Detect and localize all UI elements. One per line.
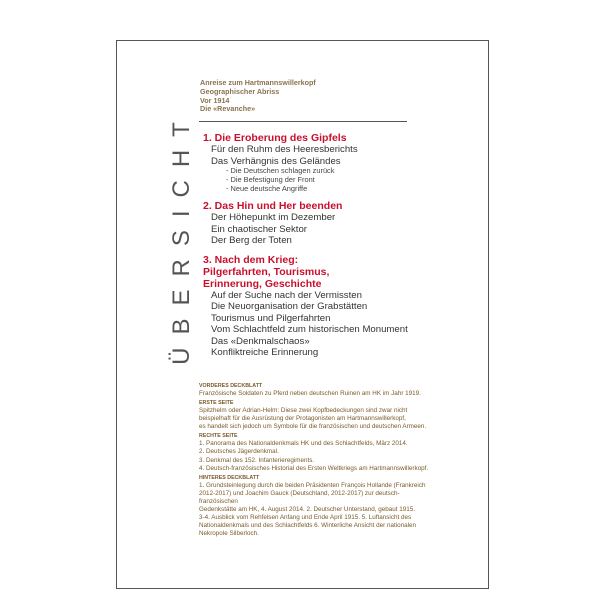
chapter-item: Konfliktreiche Erinnerung [211, 347, 319, 359]
chapter-item: Das «Denkmalschaos» [211, 335, 310, 347]
credit-line: Spitzhelm oder Adrian-Helm: Diese zwei Kopfbedeckungen sind zwar nicht [199, 407, 408, 415]
credit-line: 2. Deutsches Jägerdenkmal. [199, 448, 279, 456]
credit-line: 3. Denkmal des 152. Infanterieregiments. [199, 456, 315, 464]
intro-item: Die «Revanche» [200, 104, 256, 114]
chapter-sublist [211, 167, 433, 193]
chapter [203, 200, 433, 247]
intro-item: Anreise zum Hartmannswillerkopf [200, 78, 316, 87]
divider [199, 121, 407, 122]
credit-line: 1. Panorama des Nationaldenkmals HK und des Schlachtfelds, März 2014. [199, 440, 408, 448]
chapter-item: Der Höhepunkt im Dezember [211, 212, 336, 224]
intro-item: Geographischer Abriss [200, 86, 280, 96]
credit-line: beispielhaft für die Ausrüstung der Protagonisten am Hartmannswillerkopf, [199, 415, 406, 423]
chapter-title: 2. Das Hin und Her beenden [203, 200, 343, 213]
chapter [203, 254, 433, 359]
credit-line: Nekropole Silberloch. [199, 530, 259, 538]
credit-heading: HINTERES DECKBLATT [199, 474, 260, 481]
image-credits [199, 381, 431, 538]
credit-line: Französische Soldaten zu Pferd neben deutschen Ruinen am HK im Jahr 1919. [199, 390, 421, 397]
chapter-item: Vom Schlachtfeld zum historischen Monument [211, 324, 408, 336]
chapter-item: Für den Ruhm des Heeresberichts [211, 144, 358, 155]
credit-heading: VORDERES DECKBLATT [199, 383, 263, 389]
chapter-title: 1. Die Eroberung des Gipfels [203, 132, 347, 144]
chapter-item: Auf der Suche nach der Vermissten [211, 289, 362, 301]
intro-item: Vor 1914 [200, 95, 230, 105]
chapter-item: Tourismus und Pilgerfahrten [211, 312, 331, 324]
credit-line: 1. Grundsteinlegung durch die beiden Präsidenten François Hollande (Frankreich [199, 481, 426, 489]
credit-heading: ERSTE SEITE [199, 400, 234, 407]
chapter-subitem: - Neue deutsche Angriffe [226, 183, 308, 193]
credit-heading: RECHTE SEITE [199, 433, 238, 440]
chapter-subitem: - Die Befestigung der Front [226, 174, 315, 184]
credit-line: 4. Deutsch-französisches Historial des Ersten Weltkriegs am Hartmannswillerkopf. [199, 464, 429, 472]
chapter-subitem: - Die Deutschen schlagen zurück [226, 166, 335, 175]
credit-line: 3-4. Ausblick vom Rehfelsen Anfang und Ende April 1915. 5. Luftansicht des [199, 514, 412, 522]
side-title-text: ÜBERSICHT [168, 109, 195, 365]
vertical-title [167, 72, 197, 402]
chapter-item: Der Berg der Toten [211, 235, 292, 247]
credit-line: Nationaldenkmals und des Schlachtfelds 6. Winterliche Ansicht der nationalen [199, 522, 417, 530]
chapter-item: Die Neuorganisation der Grabstätten [211, 301, 368, 313]
chapter-item: Ein chaotischer Sektor [211, 223, 307, 235]
credit-line: 2012-2017) und Joachim Gauck (Deutschland, 2012-2017) zur deutsch-französischen [199, 489, 400, 505]
chapter-item: Das Verhängnis des Geländes [211, 155, 341, 167]
intro-list [200, 79, 400, 114]
credit-line: Gedenkstätte am HK, 4. August 2014. 2. Deutscher Unterstand, gebaut 1915. [199, 506, 415, 514]
credit-line: es handelt sich jedoch um Symbole für die französischen und deutschen Armeen. [199, 423, 427, 431]
chapter-title: 3. Nach dem Krieg: Pilgerfahrten, Tourismus, Erinnerung, Geschichte [203, 253, 330, 290]
chapter [203, 132, 433, 193]
chapter-list [203, 132, 433, 366]
